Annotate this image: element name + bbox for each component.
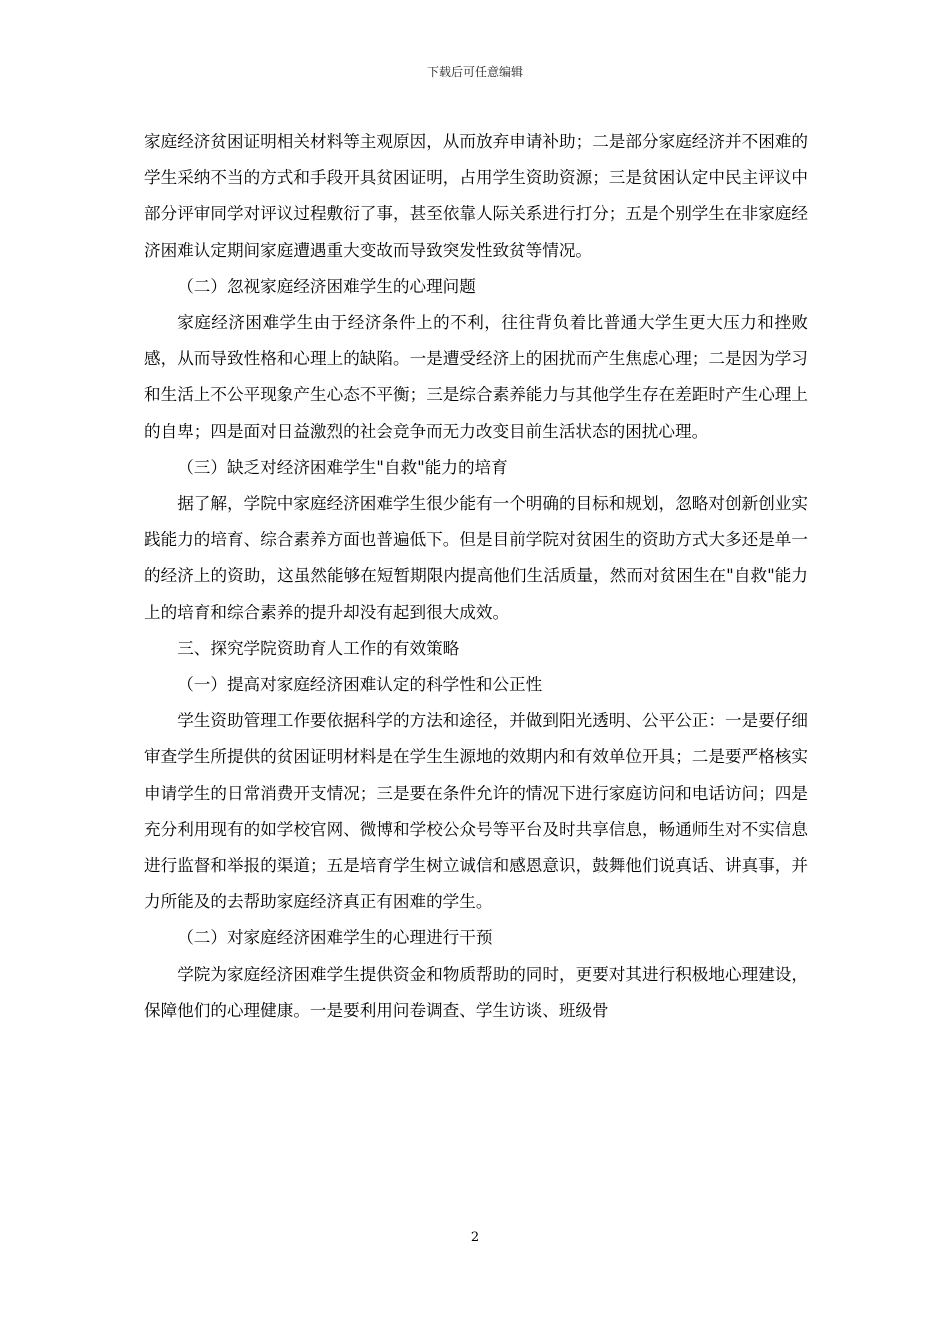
section-heading-3: 三、探究学院资助育人工作的有效策略 [177,638,460,658]
section-heading-2-3: （三）缺乏对经济困难学生"自救"能力的培育 [177,457,508,477]
page-header: 下载后可任意编辑 [426,65,523,79]
section-heading-2-2: （二）忽视家庭经济困难学生的心理问题 [177,276,476,296]
section-heading-3-1: （一）提高对家庭经济困难认定的科学性和公正性 [177,675,543,695]
page-number: 2 [470,1230,480,1245]
paragraph-intervention: 学院为家庭经济困难学生提供资金和物质帮助的同时，更要对其进行积极地心理建设，保障他们的心理健康。一是要利用问卷调查、学生访谈、班级骨 [144,964,808,1020]
paragraph-continued: 家庭经济贫困证明相关材料等主观原因，从而放弃申请补助；二是部分家庭经济并不困难的学生采纳不当的方式和手段开具贫困证明，占用学生资助资源；三是贫困认定中民主评议中部分评审同学对评议过程敷衍了事，甚至依靠人际关系进行打分；五是个别学生在非家庭经济困难认定期间家庭遭遇重大变故而导致突发性致贫等情况。 [144,132,808,260]
paragraph-self-help: 据了解，学院中家庭经济困难学生很少能有一个明确的目标和规划，忽略对创新创业实践能力的培育、综合素养方面也普遍低下。但是目前学院对贫困生的资助方式大多还是单一的经济上的资助，这虽然能够在短暂期限内提高他们生活质量，然而对贫困生在"自救"能力上的培育和综合素养的提升却没有起到很大成效。 [144,494,808,622]
section-heading-3-2: （二）对家庭经济困难学生的心理进行干预 [177,928,493,948]
paragraph-fairness: 学生资助管理工作要依据科学的方法和途径，并做到阳光透明、公平公正：一是要仔细审查学生所提供的贫困证明材料是在学生生源地的效期内和有效单位开具；二是要严格核实申请学生的日常消费开支情况；三是要在条件允许的情况下进行家庭访问和电话访问；四是充分利用现有的如学校官网、微博和学校公众号等平台及时共享信息，畅通师生对不实信息进行监督和举报的渠道；五是培育学生树立诚信和感恩意识，鼓舞他们说真话、讲真事，并力所能及的去帮助家庭经济真正有困难的学生。 [144,711,808,912]
document-body [144,124,808,1029]
paragraph-psychology: 家庭经济困难学生由于经济条件上的不利，往往背负着比普通大学生更大压力和挫败感，从而导致性格和心理上的缺陷。一是遭受经济上的困扰而产生焦虑心理；二是因为学习和生活上不公平现象产生心态不平衡；三是综合素养能力与其他学生存在差距时产生心理上的自卑；四是面对日益激烈的社会竞争而无力改变目前生活状态的困扰心理。 [144,313,808,441]
